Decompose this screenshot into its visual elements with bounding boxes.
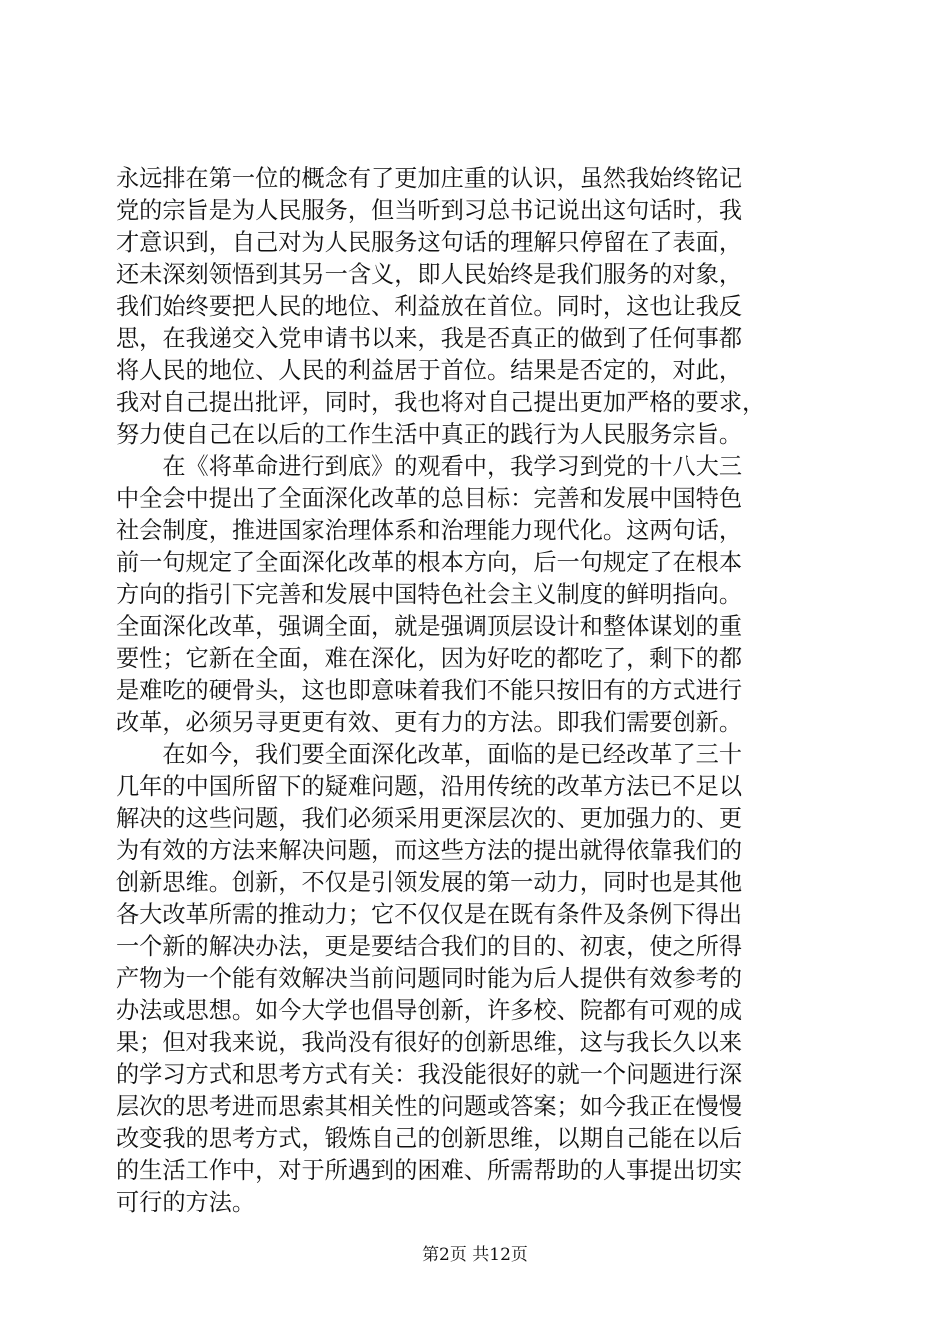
text-line: 全面深化改革，强调全面，就是强调顶层设计和整体谋划的重 xyxy=(116,613,743,640)
text-line: 果；但对我来说，我尚没有很好的创新思维，这与我长久以来 xyxy=(116,1029,743,1056)
text-line: 产物为一个能有效解决当前问题同时能为后人提供有效参考的 xyxy=(116,965,743,992)
text-line: 解决的这些问题，我们必须采用更深层次的、更加强力的、更 xyxy=(116,805,743,832)
text-line: 办法或思想。如今大学也倡导创新，许多校、院都有可观的成 xyxy=(116,997,743,1024)
text-line: 层次的思考进而思索其相关性的问题或答案；如今我正在慢慢 xyxy=(116,1093,743,1120)
text-line: 思，在我递交入党申请书以来，我是否真正的做到了任何事都 xyxy=(116,325,743,352)
text-line: 党的宗旨是为人民服务，但当听到习总书记说出这句话时，我 xyxy=(116,197,743,224)
text-line: 是难吃的硬骨头，这也即意味着我们不能只按旧有的方式进行 xyxy=(116,677,743,704)
page-footer: 第2页 共12页 xyxy=(422,1245,528,1265)
text-line: 要性；它新在全面，难在深化，因为好吃的都吃了，剩下的都 xyxy=(116,645,743,672)
text-line: 几年的中国所留下的疑难问题，沿用传统的改革方法已不足以 xyxy=(116,773,743,800)
text-line: 一个新的解决办法，更是要结合我们的目的、初衷，使之所得 xyxy=(116,933,743,960)
text-line: 改变我的思考方式，锻炼自己的创新思维，以期自己能在以后 xyxy=(116,1125,743,1152)
text-line: 在如今，我们要全面深化改革，面临的是已经改革了三十 xyxy=(116,741,743,768)
text-line: 永远排在第一位的概念有了更加庄重的认识，虽然我始终铭记 xyxy=(116,165,743,192)
text-line: 将人民的地位、人民的利益居于首位。结果是否定的，对此， xyxy=(116,357,743,384)
text-line: 方向的指引下完善和发展中国特色社会主义制度的鲜明指向。 xyxy=(116,581,743,608)
text-line: 还未深刻领悟到其另一含义，即人民始终是我们服务的对象， xyxy=(116,261,743,288)
text-line: 努力使自己在以后的工作生活中真正的践行为人民服务宗旨。 xyxy=(116,421,743,448)
text-line: 的生活工作中，对于所遇到的困难、所需帮助的人事提出切实 xyxy=(116,1157,743,1184)
text-line: 才意识到，自己对为人民服务这句话的理解只停留在了表面， xyxy=(116,229,743,256)
text-line: 各大改革所需的推动力；它不仅仅是在既有条件及条例下得出 xyxy=(116,901,743,928)
text-line: 社会制度，推进国家治理体系和治理能力现代化。这两句话， xyxy=(116,517,743,544)
text-line: 可行的方法。 xyxy=(116,1189,256,1216)
text-line: 我们始终要把人民的地位、利益放在首位。同时，这也让我反 xyxy=(116,293,743,320)
text-line: 为有效的方法来解决问题，而这些方法的提出就得依靠我们的 xyxy=(116,837,743,864)
text-line: 的学习方式和思考方式有关：我没能很好的就一个问题进行深 xyxy=(116,1061,743,1088)
text-line: 在《将革命进行到底》的观看中，我学习到党的十八大三 xyxy=(116,453,743,480)
text-line: 创新思维。创新，不仅是引领发展的第一动力，同时也是其他 xyxy=(116,869,743,896)
text-line: 前一句规定了全面深化改革的根本方向，后一句规定了在根本 xyxy=(116,549,743,576)
text-line: 中全会中提出了全面深化改革的总目标：完善和发展中国特色 xyxy=(116,485,743,512)
body-text xyxy=(116,163,836,1219)
text-line: 我对自己提出批评，同时，我也将对自己提出更加严格的要求， xyxy=(116,389,766,416)
text-line: 改革，必须另寻更更有效、更有力的方法。即我们需要创新。 xyxy=(116,709,743,736)
